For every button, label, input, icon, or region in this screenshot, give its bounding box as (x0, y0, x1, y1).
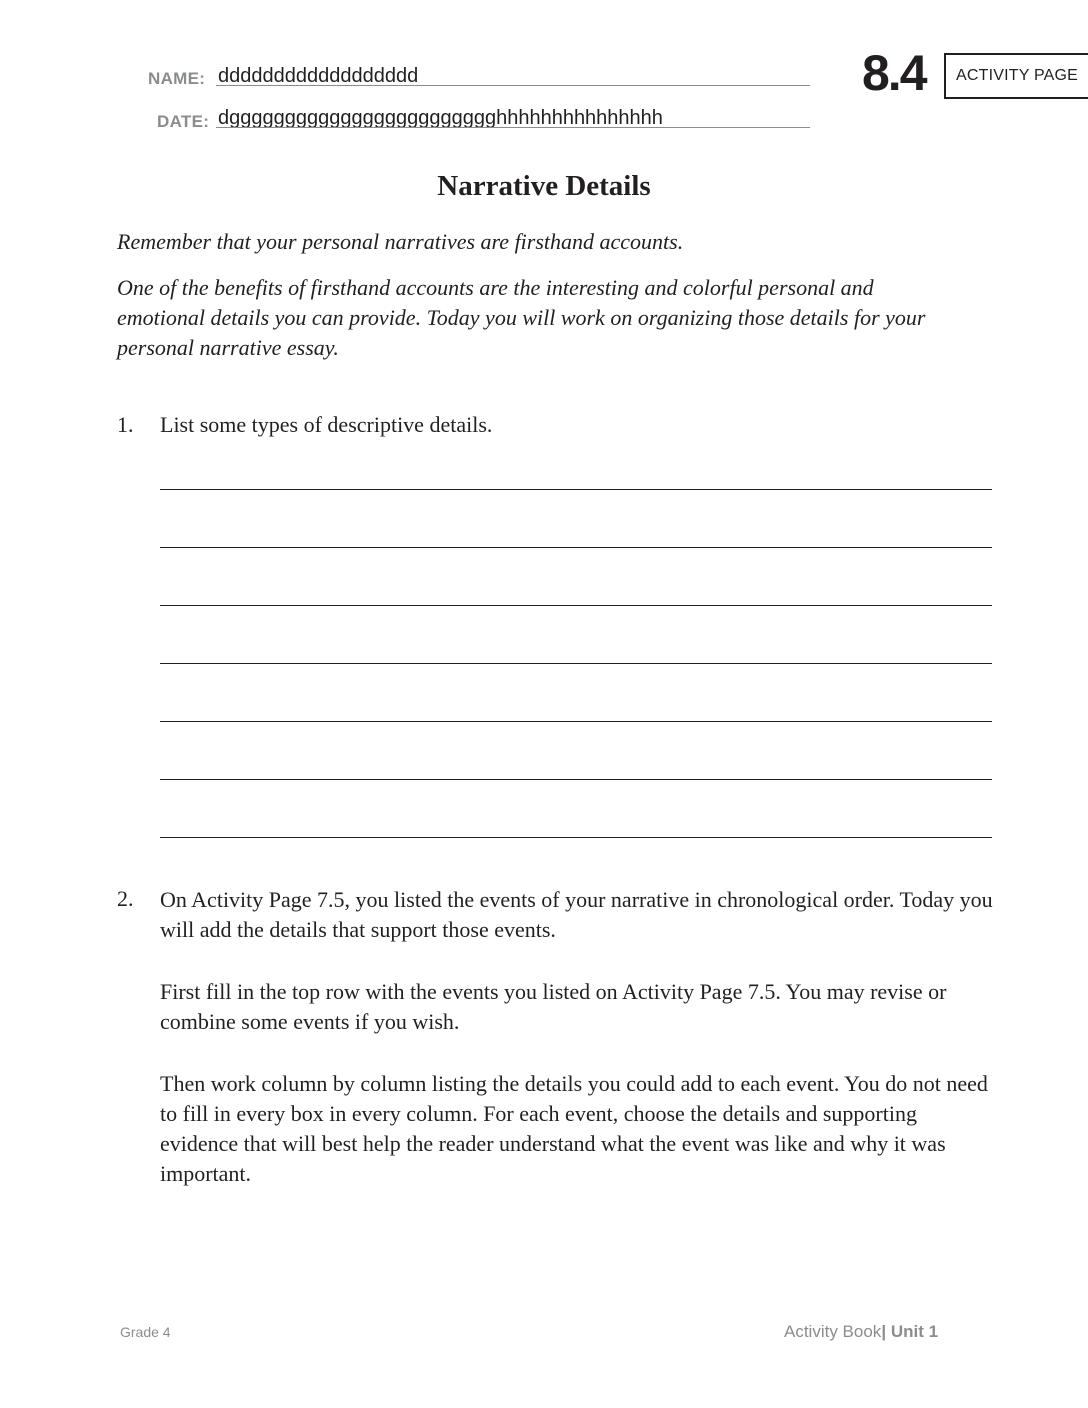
answer-line[interactable] (160, 721, 992, 722)
name-label: NAME: (148, 69, 206, 88)
page-title: Narrative Details (437, 170, 651, 202)
question-1-number: 1. (117, 412, 134, 437)
intro-paragraph-2: One of the benefits of firsthand accounts are the interesting and colorful personal and emotional details you can provide. Today you will work on organizing those details for your personal narrative essay. (117, 275, 926, 360)
date-field[interactable]: dgggggggggggggggggggggggghhhhhhhhhhhhhhh (218, 107, 663, 129)
question-2-number: 2. (117, 886, 134, 911)
name-underline (216, 85, 810, 86)
question-2-paragraph-2: First fill in the top row with the events you listed on Activity Page 7.5. You may revise or combine some events if you wish. (160, 979, 947, 1034)
answer-line[interactable] (160, 489, 992, 490)
answer-line[interactable] (160, 837, 992, 838)
answer-line[interactable] (160, 605, 992, 606)
question-2-paragraph-1: On Activity Page 7.5, you listed the events of your narrative in chronological order. Today you will add the details that support those events. (160, 887, 993, 942)
footer-book-info (784, 1322, 938, 1342)
page-number: 8.4 (862, 45, 926, 101)
question-1-text: List some types of descriptive details. (160, 412, 493, 437)
answer-line[interactable] (160, 547, 992, 548)
date-label: DATE: (157, 112, 210, 131)
intro-paragraph-1: Remember that your personal narratives are firsthand accounts. (117, 229, 684, 254)
footer-separator: | (881, 1322, 887, 1341)
answer-line[interactable] (160, 663, 992, 664)
date-underline (216, 127, 810, 128)
footer-book: Activity Book (784, 1322, 882, 1341)
footer-unit: Unit 1 (890, 1322, 939, 1341)
question-2-paragraph-3: Then work column by column listing the details you could add to each event. You do not need to fill in every box in every column. For each event, choose the details and supporting evidence that will best help the reader understand what the event was like and why it was important. (160, 1071, 988, 1186)
name-field[interactable]: dddddddddddddddddd (218, 65, 419, 87)
answer-line[interactable] (160, 779, 992, 780)
activity-page-badge (944, 53, 1088, 99)
footer-grade: Grade 4 (120, 1324, 171, 1340)
activity-page-label: ACTIVITY PAGE (956, 67, 1079, 84)
